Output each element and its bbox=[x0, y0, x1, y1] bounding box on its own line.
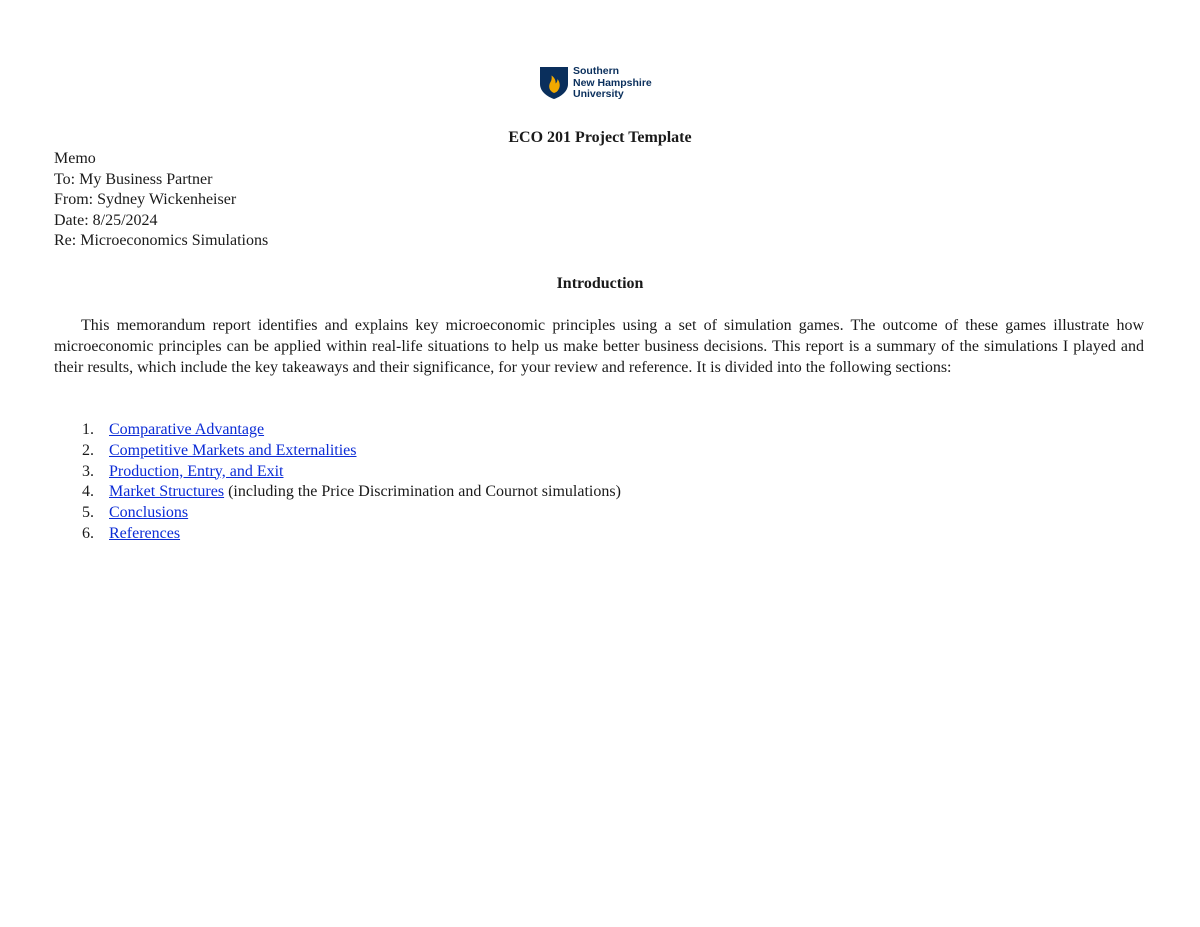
toc-link-comparative-advantage[interactable]: Comparative Advantage bbox=[109, 421, 265, 438]
logo-line-2: New Hampshire bbox=[573, 76, 652, 89]
intro-paragraph: This memorandum report identifies and explains key microeconomic principles using a set of simulation games. The outcome of these games illustrate how microeconomic principles can be applied within real-life situations to help us make better business decisions. This report is a summary of the simulations I played and their results, which include the key takeaways and their significance, for your review and reference. It is divided into the following sections: bbox=[54, 317, 1144, 376]
memo-label: Memo bbox=[54, 150, 96, 167]
toc-link-conclusions[interactable]: Conclusions bbox=[109, 504, 189, 522]
toc-link-references[interactable]: References bbox=[109, 524, 181, 542]
toc-link-market-structures[interactable]: Market Structures bbox=[109, 483, 225, 501]
memo-re: Re: Microeconomics Simulations bbox=[54, 232, 269, 250]
memo-header bbox=[54, 149, 268, 252]
toc-item bbox=[54, 441, 621, 462]
toc-number: 2. bbox=[82, 441, 94, 459]
toc-item bbox=[54, 524, 621, 545]
toc-number: 1. bbox=[82, 421, 94, 438]
toc-link-competitive-markets[interactable]: Competitive Markets and Externalities bbox=[109, 441, 357, 459]
toc-suffix: (including the Price Discrimination and Cournot simulations) bbox=[224, 483, 621, 501]
document-title: ECO 201 Project Template bbox=[508, 129, 692, 146]
toc-number: 5. bbox=[82, 504, 94, 522]
shield-flame-icon bbox=[539, 66, 569, 100]
toc-item bbox=[54, 503, 621, 524]
table-of-contents bbox=[54, 420, 621, 545]
toc-item bbox=[54, 482, 621, 503]
university-logo bbox=[539, 66, 652, 101]
memo-from: From: Sydney Wickenheiser bbox=[54, 191, 237, 209]
toc-number: 3. bbox=[82, 462, 94, 480]
memo-date: Date: 8/25/2024 bbox=[54, 211, 158, 229]
toc-number: 4. bbox=[82, 483, 94, 501]
toc-number: 6. bbox=[82, 524, 94, 542]
toc-item bbox=[54, 420, 621, 441]
logo-line-1: Southern bbox=[573, 65, 620, 77]
toc-item bbox=[54, 462, 621, 483]
toc-link-production-entry-exit[interactable]: Production, Entry, and Exit bbox=[109, 462, 284, 480]
logo-line-3: University bbox=[573, 88, 624, 100]
logo-wordmark bbox=[573, 66, 652, 101]
section-heading-introduction: Introduction bbox=[556, 275, 644, 292]
memo-to: To: My Business Partner bbox=[54, 170, 213, 188]
